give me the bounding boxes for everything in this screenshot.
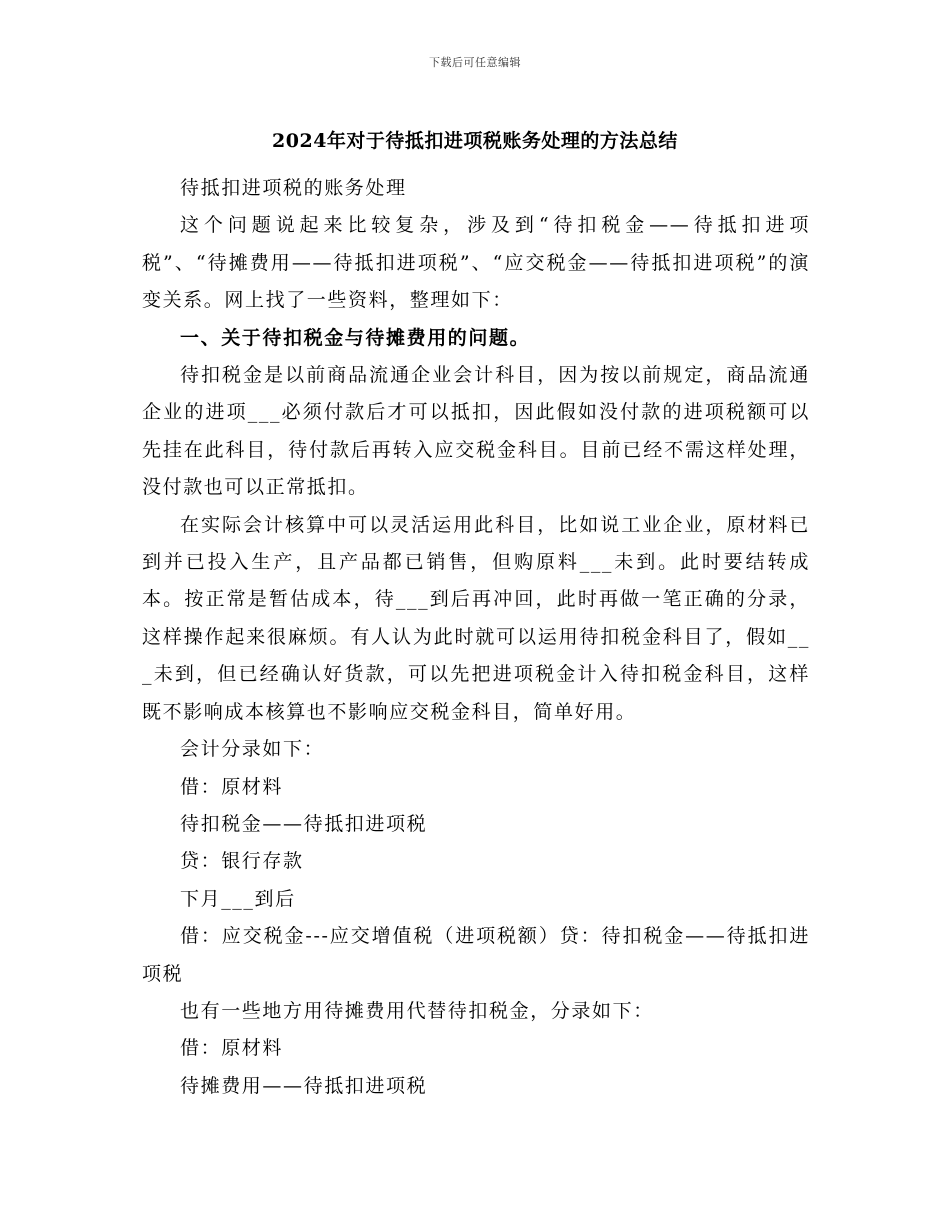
body-paragraph: 在实际会计核算中可以灵活运用此科目，比如说工业企业，原材料已到并已投入生产，且产品都已销售，但购原料___未到。此时要结转成本。按正常是暂估成本，待___到后再冲回，此时再做一笔正确的分录，这样操作起来很麻烦。有人认为此时就可以运用待扣税金科目了，假如___未到，但已经确认好货款，可以先把进项税金计入待扣税金科目，这样既不影响成本核算也不影响应交税金科目，简单好用。 xyxy=(142,513,810,723)
entry-line: 待扣税金——待抵扣进项税 xyxy=(180,812,428,835)
section-subtitle: 待抵扣进项税的账务处理 xyxy=(180,177,407,199)
entry-intro: 也有一些地方用待摊费用代替待扣税金，分录如下： xyxy=(180,999,654,1022)
page-title: 2024年对于待抵扣进项税账务处理的方法总结 xyxy=(272,130,678,152)
body-paragraph: 待扣税金是以前商品流通企业会计科目，因为按以前规定，商品流通企业的进项___必须付款后才可以抵扣，因此假如没付款的进项税额可以先挂在此科目，待付款后再转入应交税金科目。目前已经不需这样处理，没付款也可以正常抵扣。 xyxy=(142,364,810,499)
entry-line: 借：原材料 xyxy=(180,1037,284,1060)
entry-line: 借：原材料 xyxy=(180,775,284,798)
entry-intro: 会计分录如下： xyxy=(180,738,325,761)
entry-line: 待摊费用——待抵扣进项税 xyxy=(180,1074,428,1097)
header-note: 下载后可任意编辑 xyxy=(429,56,521,69)
entry-line: 借：应交税金---应交增值税（进项税额）贷：待扣税金——待抵扣进项税 xyxy=(142,925,810,985)
entry-line: 下月___到后 xyxy=(180,887,296,910)
entry-line: 贷：银行存款 xyxy=(180,850,304,873)
intro-paragraph: 这个问题说起来比较复杂，涉及到“待扣税金——待抵扣进项税”、“待摊费用——待抵扣进项税”、“应交税金——待抵扣进项税”的演变关系。网上找了一些资料，整理如下： xyxy=(142,214,810,312)
document-body xyxy=(142,170,810,1105)
section-heading: 一、关于待扣税金与待摊费用的问题。 xyxy=(180,326,531,349)
